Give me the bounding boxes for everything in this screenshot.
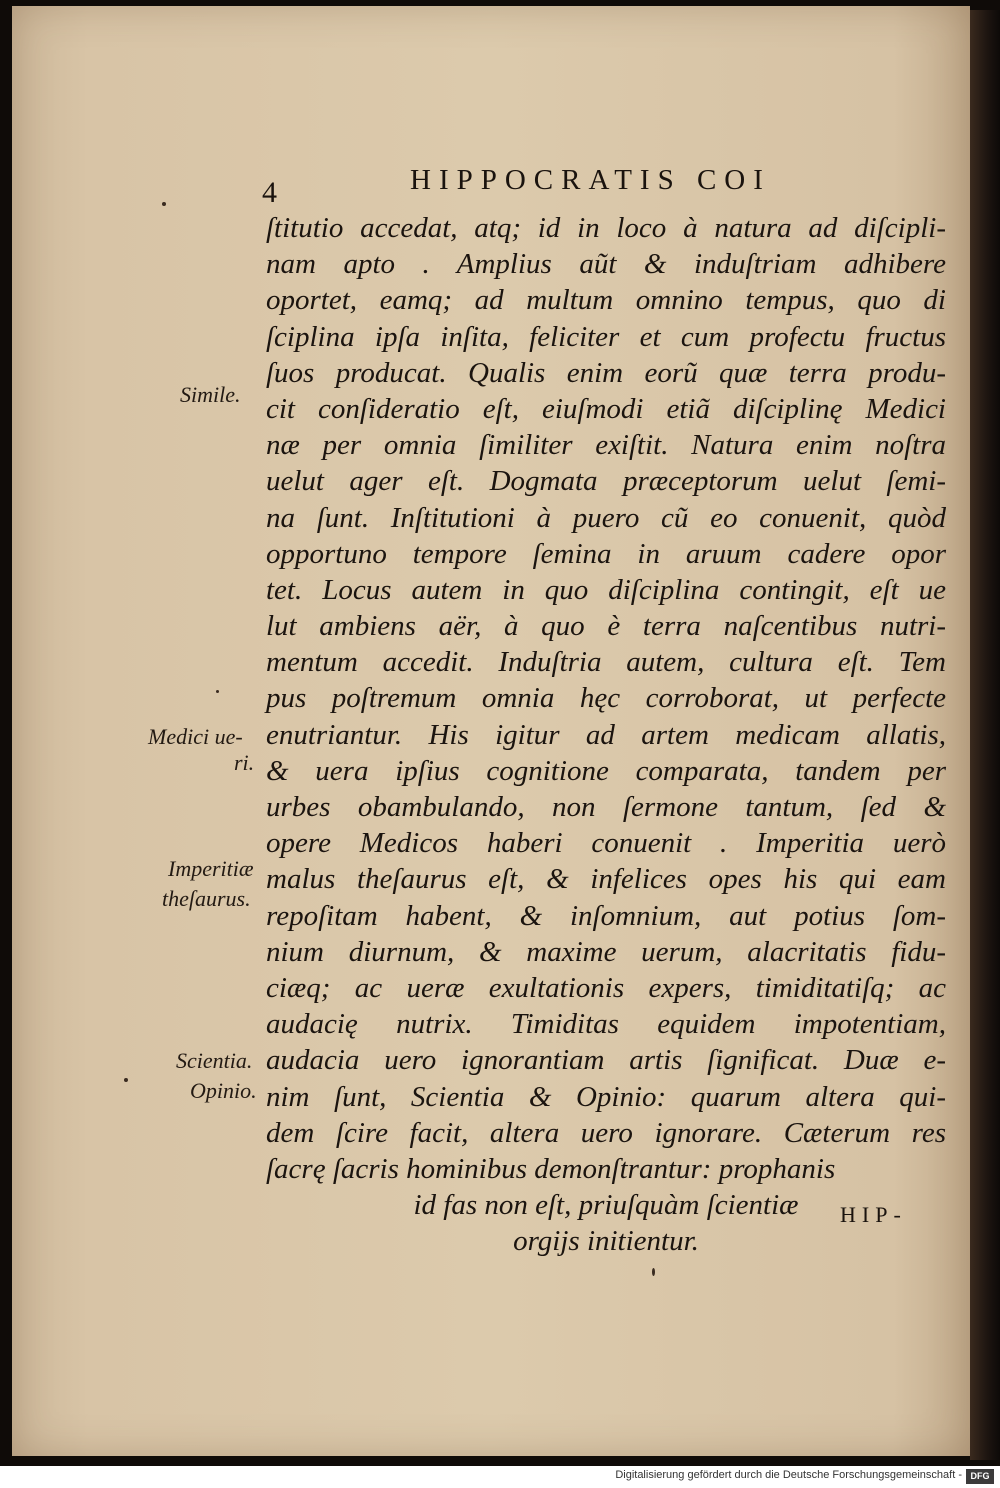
- text-line: audacię nutrix. Timiditas equidem impotentiam,: [266, 1008, 946, 1041]
- text-line: ſtitutio accedat, atq; id in loco à natura ad diſcipli-: [266, 212, 946, 244]
- dfg-logo-icon: DFG: [966, 1469, 994, 1484]
- text-line: mentum accedit. Induſtria autem, cultura eſt. Tem: [266, 646, 946, 679]
- book-page: [12, 6, 970, 1456]
- margin-note-imperitia: theſaurus.: [162, 886, 251, 911]
- footer-credit: Digitalisierung gefördert durch die Deutsche Forschungsgemeinschaft -: [615, 1469, 962, 1481]
- margin-note-medici: ri.: [234, 750, 255, 775]
- text-line: urbes obambulando, non ſermone tantum, ſed &: [266, 791, 946, 823]
- text-line: ſciplina ipſa inſita, feliciter et cum profectu fructus: [266, 320, 946, 353]
- text-line: na ſunt. Inſtitutioni à puero cũ eo conuenit, quòd: [266, 501, 946, 534]
- closing-line: orgijs initientur.: [513, 1225, 699, 1258]
- running-head: [12, 164, 970, 209]
- closing-line: id fas non eſt, priuſquàm ſcientiæ: [413, 1189, 799, 1222]
- text-line: ſuos producat. Qualis enim eorũ quæ terra produ-: [266, 356, 946, 389]
- margin-note-opinio: Opinio.: [190, 1078, 257, 1103]
- running-title: HIPPOCRATIS COI: [410, 164, 771, 196]
- text-line: audacia uero ignorantiam artis ſignificat. Duæ e-: [266, 1044, 946, 1077]
- book-edge: [970, 10, 1000, 1460]
- paper-speck: [216, 690, 219, 693]
- margin-note-simile: Simile.: [180, 382, 241, 407]
- catchword: HIP-: [840, 1202, 907, 1227]
- paper-speck: [124, 1078, 128, 1082]
- text-line: uelut ager eſt. Dogmata præceptorum uelut ſemi-: [266, 465, 946, 498]
- text-line: enutriantur. His igitur ad artem medicam allatis,: [266, 718, 946, 751]
- paper-speck: [162, 202, 166, 206]
- footer: [0, 1466, 1000, 1488]
- text-line: malus theſaurus eſt, & infelices opes his qui eam: [266, 863, 946, 896]
- text-line: cit conſideratio eſt, eiuſmodi etiã diſciplinę Medici: [266, 392, 946, 425]
- text-line: opere Medicos haberi conuenit . Imperitia uerò: [266, 827, 946, 860]
- text-line: oportet, eamq; ad multum omnino tempus, quo di: [266, 284, 946, 317]
- text-line: & uera ipſius cognitione comparata, tandem per: [266, 754, 946, 787]
- text-line: nam apto . Amplius aũt & induſtriam adhibere: [266, 248, 946, 281]
- paper-speck: [652, 1268, 655, 1276]
- margin-note-medici: Medici ue-: [148, 724, 243, 749]
- text-line: lut ambiens aër, à quo è terra naſcentibus nutri-: [266, 610, 946, 643]
- margin-note-scientia: Scientia.: [176, 1048, 253, 1073]
- text-line: repoſitam habent, & inſomnium, aut potius ſom-: [266, 899, 946, 932]
- text-line: nium diurnum, & maxime uerum, alacritatis fidu-: [266, 935, 946, 968]
- text-line: opportuno tempore ſemina in aruum cadere opor: [266, 537, 946, 570]
- text-line: tet. Locus autem in quo diſciplina contingit, eſt ue: [266, 573, 946, 606]
- text-line: pus poſtremum omnia hęc corroborat, ut perfecte: [266, 682, 946, 715]
- text-line: dem ſcire facit, altera uero ignorare. Cæterum res: [266, 1116, 946, 1149]
- text-line: næ per omnia ſimiliter exiſtit. Natura enim noſtra: [266, 429, 946, 462]
- page-number: 4: [262, 176, 277, 209]
- text-line: ciæq; ac ueræ exultationis expers, timiditatiſq; ac: [266, 971, 946, 1004]
- text-line: nim ſunt, Scientia & Opinio: quarum altera qui-: [266, 1080, 946, 1113]
- text-line: ſacrę ſacris hominibus demonſtrantur: prophanis: [266, 1152, 836, 1185]
- main-text: [266, 210, 946, 1259]
- margin-note-imperitia: Imperitiæ: [168, 856, 254, 881]
